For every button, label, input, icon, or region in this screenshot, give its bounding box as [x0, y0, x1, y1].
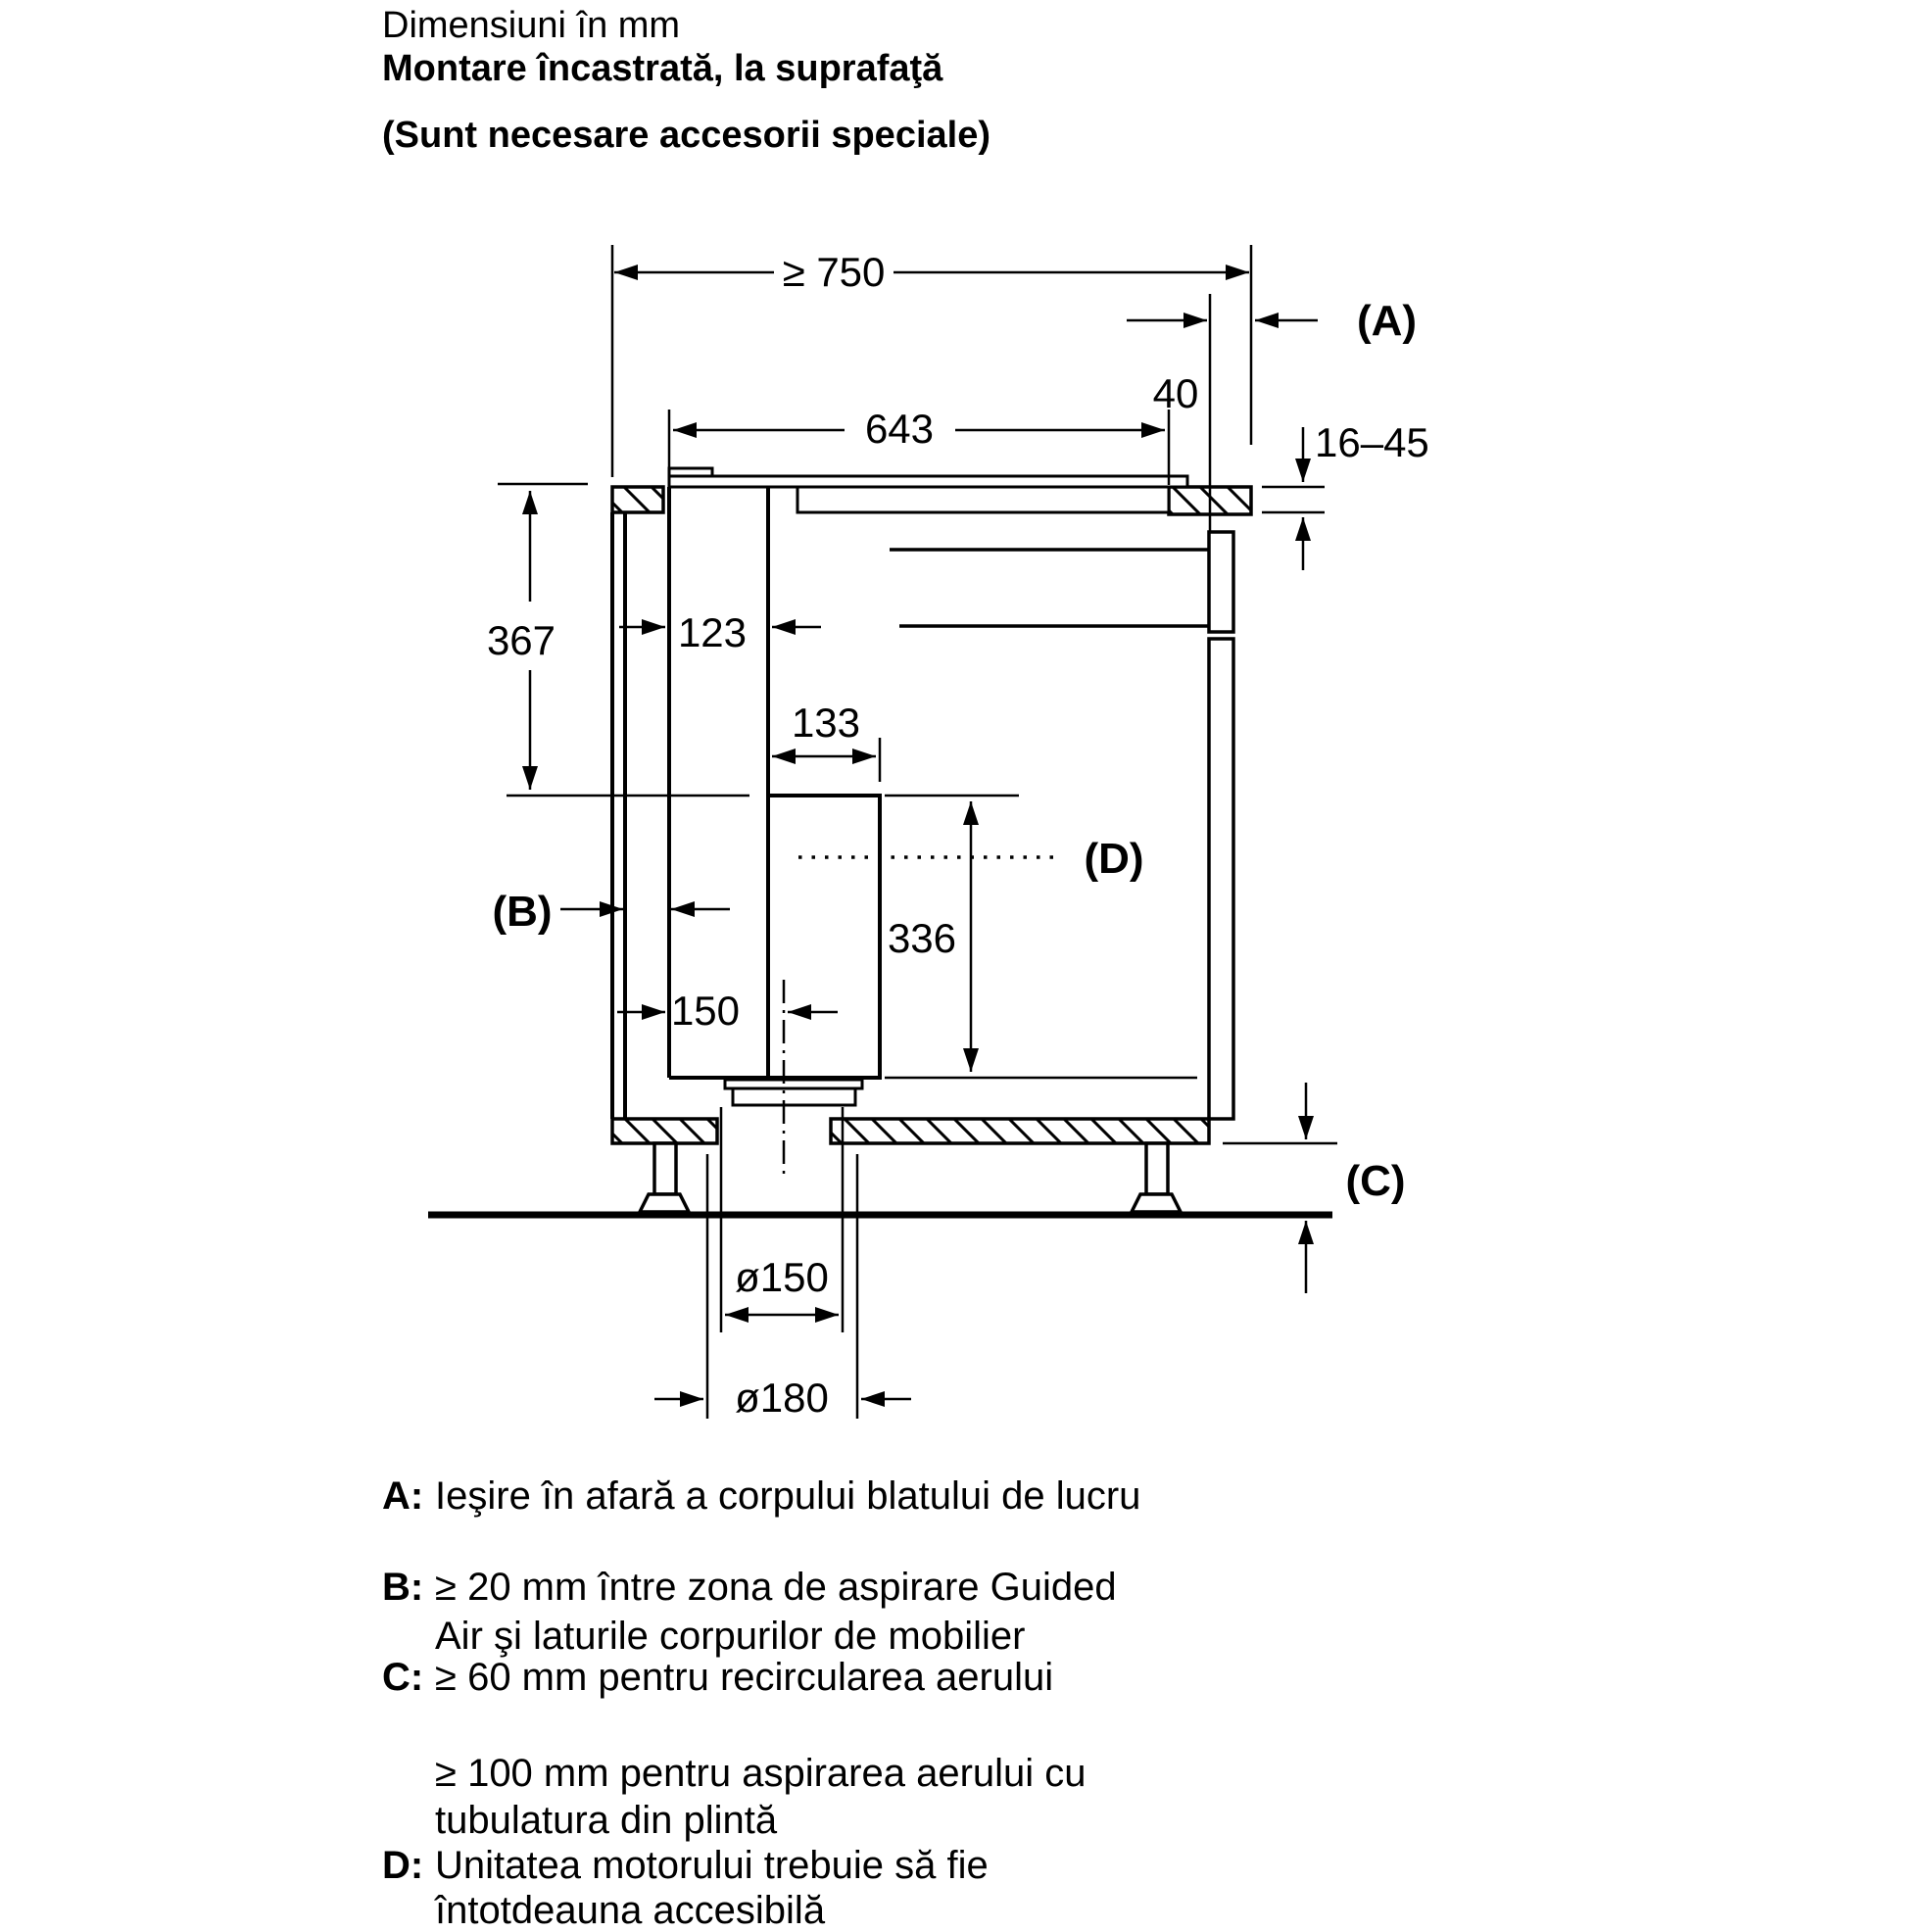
legend-a-key: A:	[382, 1474, 424, 1518]
dim-hole-diameter-value: ø180	[735, 1375, 829, 1421]
cabinet-section	[428, 468, 1332, 1215]
worktop-left-section	[612, 487, 663, 512]
legend-b-line2: Air şi laturile corpurilor de mobilier	[435, 1615, 1026, 1658]
legend-c-line3: tubulatura din plintă	[435, 1799, 778, 1842]
dim-plinth-clearance-c	[1223, 1083, 1406, 1293]
hob-housing	[797, 487, 1169, 512]
dim-duct-depth	[619, 609, 821, 655]
dim-pipe-diameter	[721, 1107, 843, 1332]
dim-duct-depth-value: 123	[677, 609, 748, 655]
title-accessories-note: (Sunt necesare accesorii speciale)	[382, 115, 990, 156]
dim-top-width-value: ≥ 750	[782, 249, 886, 295]
legend-d-line2: întotdeauna accesibilă	[435, 1889, 826, 1932]
dim-worktop-thickness-value: 16–45	[1315, 419, 1429, 465]
legend-b-key: B:	[382, 1566, 424, 1609]
label-d: (D)	[1084, 835, 1144, 883]
right-foot	[1132, 1143, 1181, 1212]
label-a: (A)	[1357, 297, 1418, 345]
title-units: Dimensiuni în mm	[382, 5, 681, 46]
legend-c-key: C:	[382, 1656, 424, 1699]
legend-d-key: D:	[382, 1844, 424, 1887]
legend-c-line2: ≥ 100 mm pentru aspirarea aerului cu	[435, 1752, 1087, 1795]
dim-pipe-center-offset	[617, 988, 838, 1034]
dim-pipe-diameter-value: ø150	[735, 1254, 829, 1300]
right-foot-base	[1132, 1194, 1181, 1212]
dim-pipe-center-offset-value: 150	[670, 988, 741, 1034]
label-c: (C)	[1345, 1157, 1406, 1205]
outlet-flange-body	[733, 1088, 855, 1105]
legend-c-line1: ≥ 60 mm pentru recircularea aerului	[435, 1656, 1054, 1699]
legend-a-text: Ieşire în afară a corpului blatului de lucru	[435, 1474, 1141, 1518]
bottom-panel-right	[831, 1119, 1209, 1143]
legend-block	[382, 1474, 1140, 1932]
left-foot-base	[640, 1194, 689, 1212]
left-foot-stem	[654, 1143, 676, 1194]
dim-motor-height	[885, 796, 1197, 1078]
dim-hob-width-value: 643	[864, 406, 935, 452]
dim-motor-depth-value: 133	[791, 700, 861, 746]
left-foot	[640, 1143, 689, 1212]
right-wall-panel	[1209, 639, 1233, 1119]
hob-glass-surface	[669, 476, 1187, 487]
bottom-panel-left	[612, 1119, 717, 1143]
title-mounting-type: Montare încastrată, la suprafaţă	[382, 48, 943, 89]
dim-worktop-thickness	[1262, 419, 1429, 570]
motor-unit-box	[669, 796, 880, 1078]
right-foot-stem	[1146, 1143, 1168, 1194]
dim-edge-offset-value: 40	[1152, 370, 1199, 416]
dim-hob-width	[669, 406, 1169, 485]
dim-motor-depth	[772, 700, 880, 782]
legend-b-line1: ≥ 20 mm între zona de aspirare Guided	[435, 1566, 1117, 1609]
label-b: (B)	[492, 888, 553, 936]
title-block	[382, 5, 990, 156]
dim-motor-height-value: 336	[887, 915, 957, 961]
legend-d-line1: Unitatea motorului trebuie să fie	[435, 1844, 989, 1887]
dim-duct-height-value: 367	[486, 617, 556, 663]
right-rail-panel	[1209, 532, 1233, 632]
